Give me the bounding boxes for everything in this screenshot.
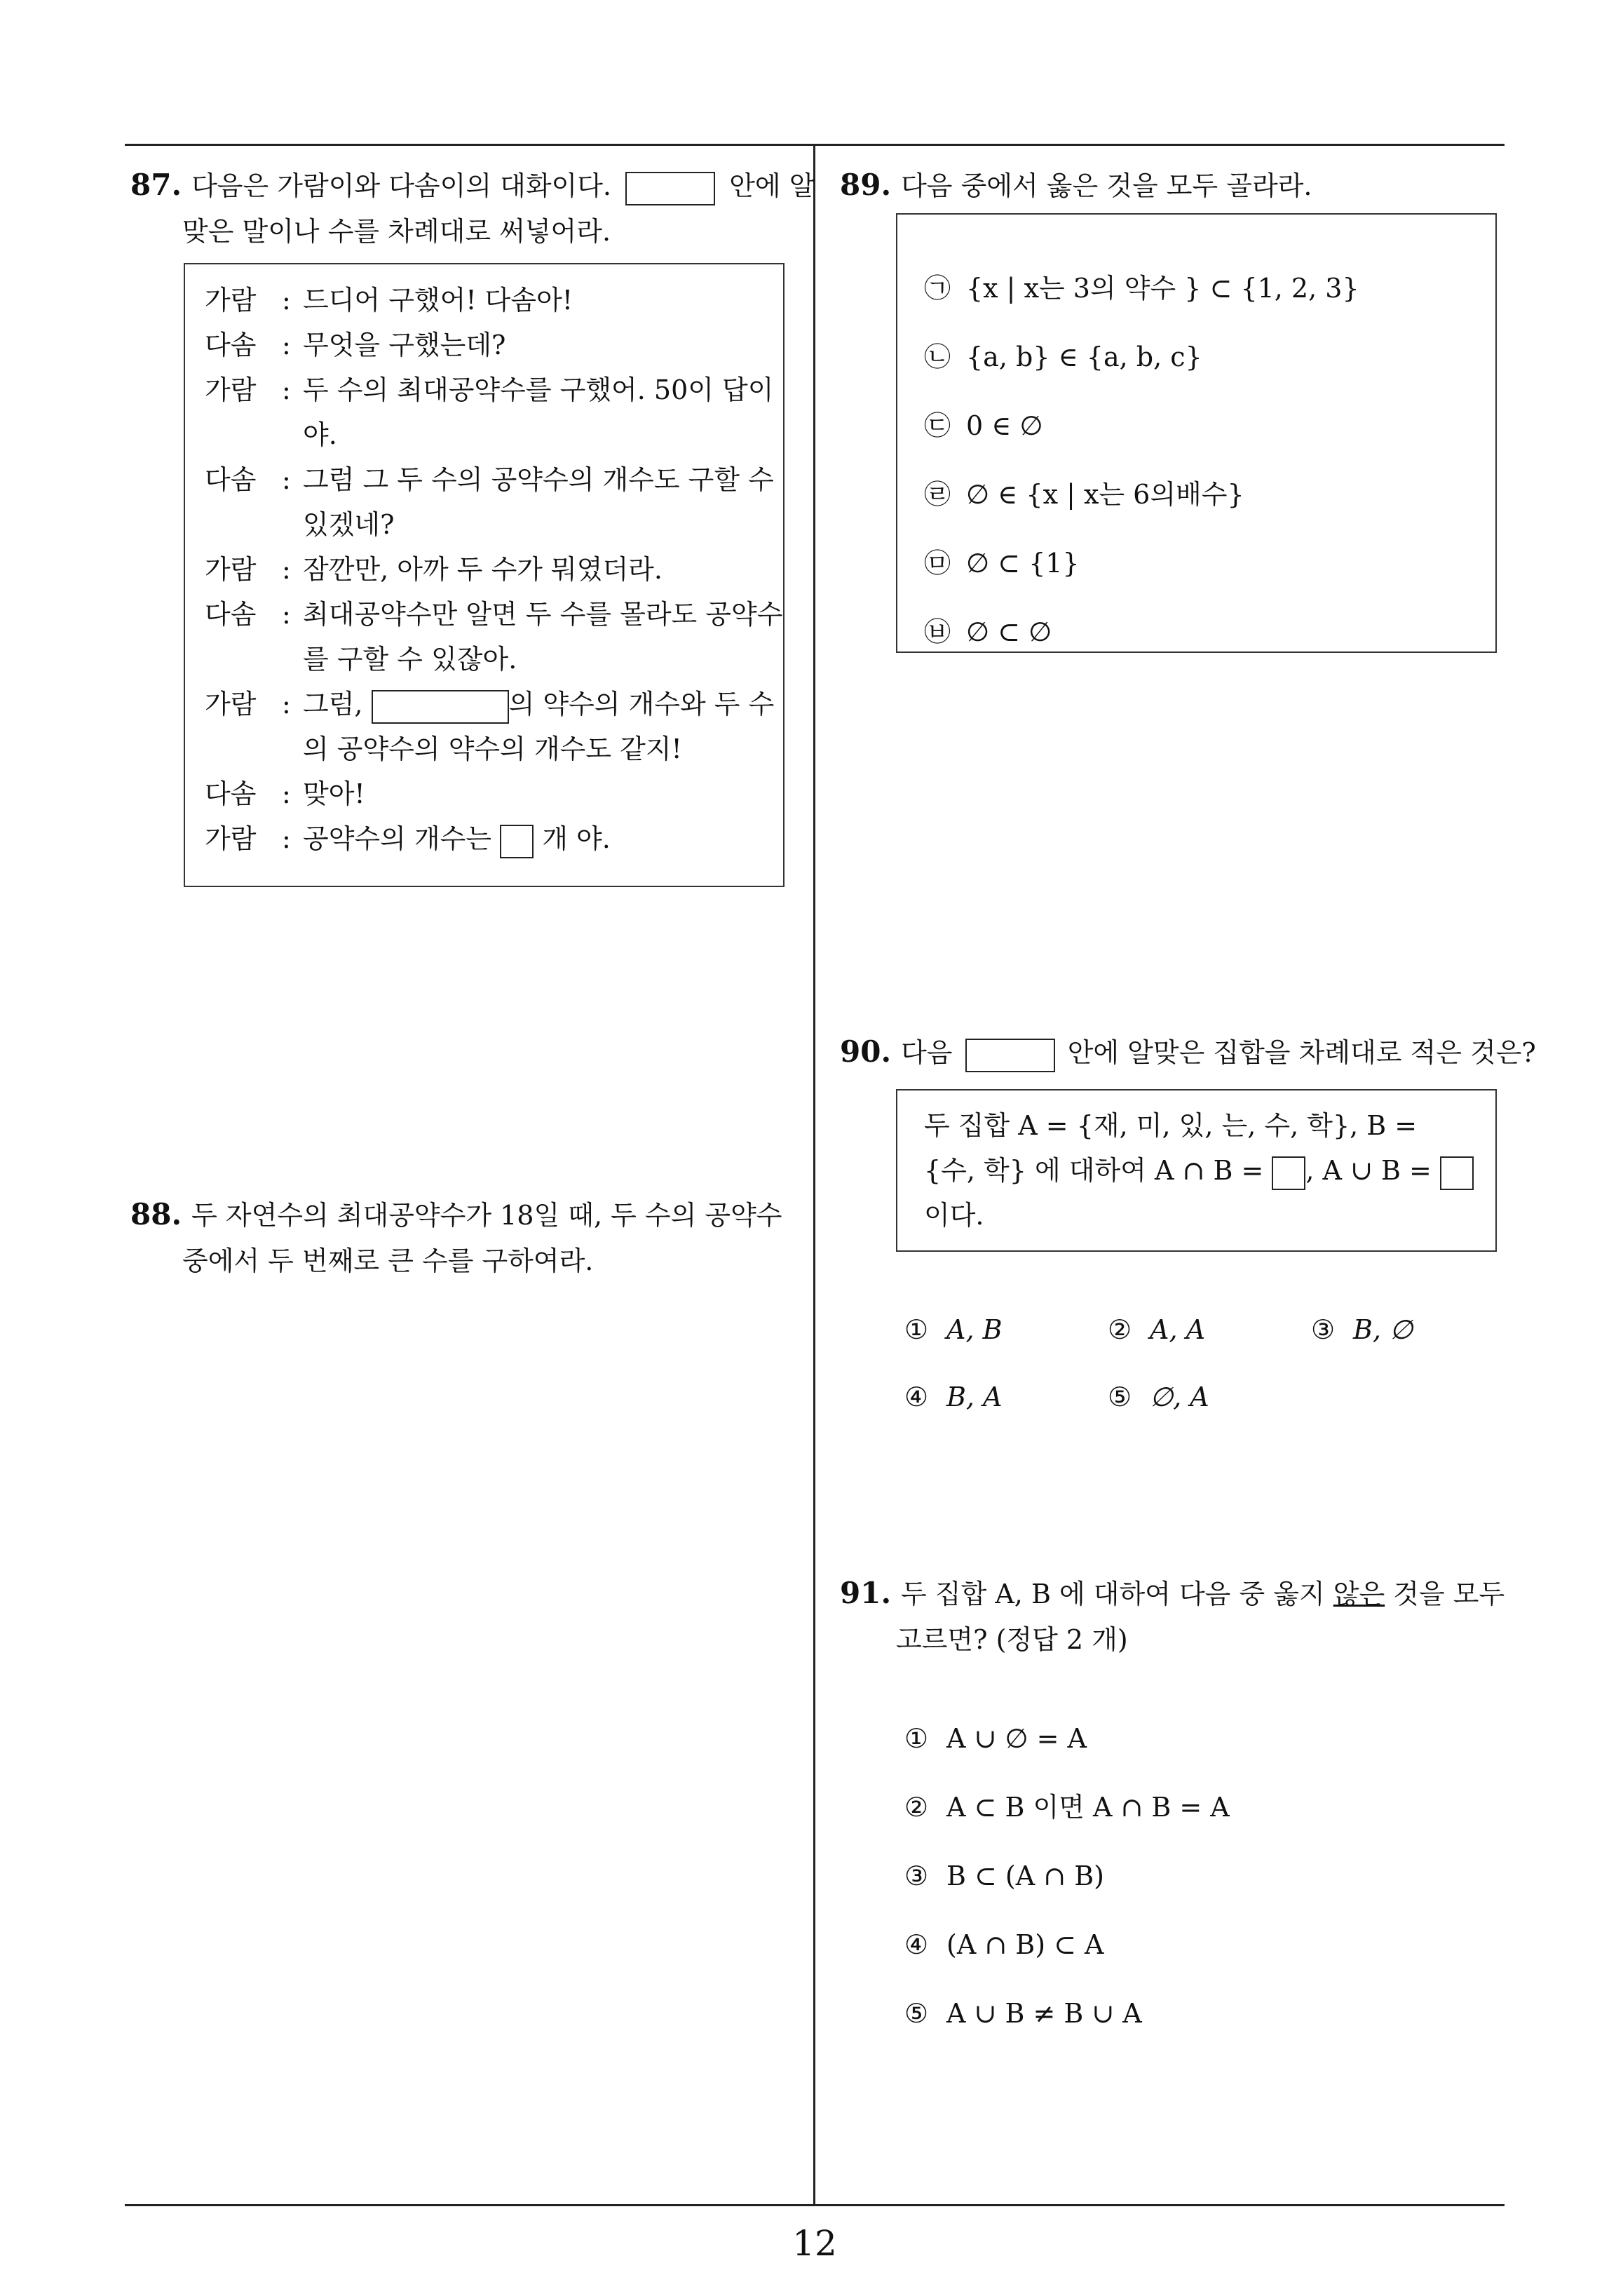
statement-mark: ㉤ bbox=[924, 548, 951, 579]
dialogue-line: 다솜 : 그럼 그 두 수의 공약수의 개수도 구할 수 bbox=[205, 457, 780, 502]
statement-mark: ㉠ bbox=[924, 273, 951, 304]
option-mark: ① bbox=[904, 1314, 929, 1345]
option-mark: ③ bbox=[1311, 1314, 1336, 1345]
q90-box-line2-b: , A ∪ B = bbox=[1305, 1155, 1432, 1186]
option-mark: ③ bbox=[904, 1861, 929, 1891]
option-text: (A ∩ B) ⊂ A bbox=[946, 1929, 1104, 1960]
q89-statement bbox=[924, 597, 1359, 666]
dialogue-text: 잠깐만, 아까 두 수가 뭐였더라. bbox=[303, 554, 663, 585]
option-text: B, ∅ bbox=[1353, 1314, 1413, 1345]
dialogue-text: 그럼 그 두 수의 공약수의 개수도 구할 수 bbox=[303, 464, 774, 495]
statement-mark: ㉢ bbox=[924, 410, 951, 441]
answer-option[interactable] bbox=[904, 1842, 1230, 1910]
statement-text: 0 ∈ ∅ bbox=[966, 410, 1043, 441]
q87-line9-a: 공약수의 개수는 bbox=[303, 823, 492, 854]
q89-prompt: 다음 중에서 옳은 것을 모두 골라라. bbox=[901, 170, 1312, 201]
option-mark: ④ bbox=[904, 1382, 929, 1412]
q89-statement bbox=[924, 460, 1359, 529]
q90-box-line2 bbox=[924, 1148, 1474, 1193]
dialogue-speaker: 가람 bbox=[205, 823, 257, 854]
q87-header bbox=[130, 163, 815, 208]
dialogue-line: 다솜 : 최대공약수만 알면 두 수를 몰라도 공약수 bbox=[205, 592, 780, 637]
q89-statement bbox=[924, 323, 1359, 391]
option-text: ∅, A bbox=[1150, 1382, 1209, 1412]
q87-line7-a: 그럼, bbox=[303, 689, 363, 720]
q88-line1: 두 자연수의 최대공약수가 18일 때, 두 수의 공약수 bbox=[191, 1200, 782, 1231]
q88-line2: 중에서 두 번째로 큰 수를 구하여라. bbox=[182, 1245, 594, 1276]
q89-header bbox=[840, 163, 1312, 208]
q87-line7-cont: 의 공약수의 약수의 개수도 같지! bbox=[303, 734, 682, 764]
q91-underlined-word: 않은 bbox=[1333, 1579, 1385, 1609]
dialogue-speaker: 다솜 bbox=[205, 330, 257, 360]
answer-option[interactable] bbox=[904, 1910, 1230, 1979]
q87-line9-b: 개 야. bbox=[542, 823, 611, 854]
q90-condition-text bbox=[924, 1103, 1474, 1238]
q89-statement bbox=[924, 254, 1359, 323]
answer-option[interactable] bbox=[904, 1376, 1003, 1418]
statement-text: ∅ ⊂ {1} bbox=[966, 548, 1080, 579]
q87-dialogue bbox=[205, 278, 783, 861]
dialogue-text: 최대공약수만 알면 두 수를 몰라도 공약수 bbox=[303, 599, 783, 630]
q87-line9: 가람 : 공약수의 개수는 개 야. bbox=[205, 816, 780, 861]
q87-line7-b: 의 약수의 개수와 두 수 bbox=[508, 689, 775, 720]
q90-prompt-blank bbox=[965, 1039, 1055, 1072]
statement-text: ∅ ⊂ ∅ bbox=[966, 616, 1052, 647]
q87-blank-count bbox=[500, 825, 534, 858]
q91-number: 91. bbox=[840, 1576, 892, 1610]
q91-header bbox=[840, 1571, 1505, 1616]
q90-box-line2-a: {수, 학} 에 대하여 A ∩ B = bbox=[924, 1155, 1264, 1186]
option-mark: ① bbox=[904, 1723, 929, 1754]
answer-option[interactable] bbox=[1311, 1309, 1413, 1351]
q87-intro-a: 다음은 가람이와 다솜이의 대화이다. bbox=[191, 170, 612, 201]
dialogue-speaker: 다솜 bbox=[205, 599, 257, 630]
q90-prompt-b: 안에 알맞은 집합을 차례대로 적은 것은? bbox=[1067, 1037, 1536, 1068]
dialogue-speaker: 가람 bbox=[205, 285, 257, 316]
q91-line1-b: 것을 모두 bbox=[1393, 1579, 1505, 1609]
statement-text: {x | x는 3의 약수 } ⊂ {1, 2, 3} bbox=[966, 273, 1359, 304]
answer-option[interactable] bbox=[904, 1704, 1230, 1773]
q90-number: 90. bbox=[840, 1034, 892, 1069]
q90-blank-union bbox=[1440, 1156, 1474, 1190]
option-mark: ④ bbox=[904, 1929, 929, 1960]
column-divider bbox=[813, 144, 815, 2206]
statement-mark: ㉥ bbox=[924, 616, 951, 647]
q87-blank-number bbox=[372, 690, 509, 724]
answer-option[interactable] bbox=[1108, 1376, 1209, 1418]
statement-text: {a, b} ∈ {a, b, c} bbox=[966, 342, 1202, 372]
q90-box-line3: 이다. bbox=[924, 1200, 984, 1231]
q89-statement bbox=[924, 529, 1359, 597]
option-text: A ⊂ B 이면 A ∩ B = A bbox=[946, 1792, 1230, 1823]
dialogue-speaker: 다솜 bbox=[205, 778, 257, 809]
q87-intro-b: 안에 알 bbox=[729, 170, 815, 201]
answer-option[interactable] bbox=[904, 1309, 1003, 1351]
q89-statement bbox=[924, 391, 1359, 460]
statement-text: ∅ ∈ {x | x는 6의배수} bbox=[966, 479, 1244, 510]
answer-option[interactable] bbox=[1108, 1309, 1205, 1351]
dialogue-line bbox=[205, 412, 780, 457]
q91-options bbox=[904, 1704, 1230, 2048]
dialogue-line bbox=[205, 637, 780, 682]
q87-intro-blank bbox=[625, 172, 715, 205]
dialogue-line: 가람 : 잠깐만, 아까 두 수가 뭐였더라. bbox=[205, 547, 780, 592]
q90-box-line1: 두 집합 A = {재, 미, 있, 는, 수, 학}, B = bbox=[924, 1110, 1418, 1141]
dialogue-speaker: 가람 bbox=[205, 554, 257, 585]
option-mark: ② bbox=[904, 1792, 929, 1823]
dialogue-speaker: 다솜 bbox=[205, 464, 257, 495]
option-text: B, A bbox=[946, 1382, 1003, 1412]
q90-blank-intersection bbox=[1272, 1156, 1305, 1190]
option-text: A, A bbox=[1150, 1314, 1206, 1345]
q87-number: 87. bbox=[130, 168, 182, 202]
answer-option[interactable] bbox=[904, 1773, 1230, 1842]
dialogue-text: 있겠네? bbox=[303, 509, 395, 540]
q87-line7: 가람 : 그럼, 의 약수의 개수와 두 수 bbox=[205, 682, 780, 727]
dialogue-speaker: 가람 bbox=[205, 689, 257, 720]
q87-line8: 다솜 : 맞아! bbox=[205, 771, 780, 816]
dialogue-line bbox=[205, 502, 780, 547]
dialogue-line: 가람 : 드디어 구했어! 다솜아! bbox=[205, 278, 780, 323]
q90-header bbox=[840, 1029, 1536, 1075]
option-text: B ⊂ (A ∩ B) bbox=[946, 1861, 1104, 1891]
statement-mark: ㉡ bbox=[924, 342, 951, 372]
q89-number: 89. bbox=[840, 168, 892, 202]
q87-intro-line2: 맞은 말이나 수를 차례대로 써넣어라. bbox=[182, 216, 611, 247]
bottom-rule bbox=[125, 2204, 1505, 2206]
dialogue-text: 를 구할 수 있잖아. bbox=[303, 644, 517, 675]
q88-number: 88. bbox=[130, 1197, 182, 1231]
q87-dialogue-list bbox=[205, 278, 783, 682]
option-text: A, B bbox=[946, 1314, 1003, 1345]
dialogue-line: 다솜 : 무엇을 구했는데? bbox=[205, 323, 780, 367]
dialogue-text: 드디어 구했어! 다솜아! bbox=[303, 285, 573, 316]
dialogue-line: 가람 : 두 수의 최대공약수를 구했어. 50이 답이 bbox=[205, 367, 780, 412]
option-mark: ② bbox=[1108, 1314, 1132, 1345]
q89-statement-list bbox=[924, 254, 1359, 666]
q87-line8-text: 맞아! bbox=[303, 778, 365, 809]
page-number: 12 bbox=[792, 2223, 837, 2264]
dialogue-text: 두 수의 최대공약수를 구했어. 50이 답이 bbox=[303, 374, 774, 405]
answer-option[interactable] bbox=[904, 1979, 1230, 2048]
option-text: A ∪ ∅ = A bbox=[946, 1723, 1087, 1754]
option-mark: ⑤ bbox=[904, 1998, 929, 2029]
dialogue-text: 야. bbox=[303, 419, 337, 450]
option-mark: ⑤ bbox=[1108, 1382, 1132, 1412]
dialogue-text: 무엇을 구했는데? bbox=[303, 330, 506, 360]
option-text: A ∪ B ≠ B ∪ A bbox=[946, 1998, 1142, 2029]
q90-prompt-a: 다음 bbox=[901, 1037, 953, 1068]
q91-line2: 고르면? (정답 2 개) bbox=[896, 1624, 1128, 1655]
q91-line1-a: 두 집합 A, B 에 대하여 다음 중 옳지 bbox=[901, 1579, 1325, 1609]
q88-header bbox=[130, 1192, 782, 1238]
dialogue-speaker: 가람 bbox=[205, 374, 257, 405]
statement-mark: ㉣ bbox=[924, 479, 951, 510]
